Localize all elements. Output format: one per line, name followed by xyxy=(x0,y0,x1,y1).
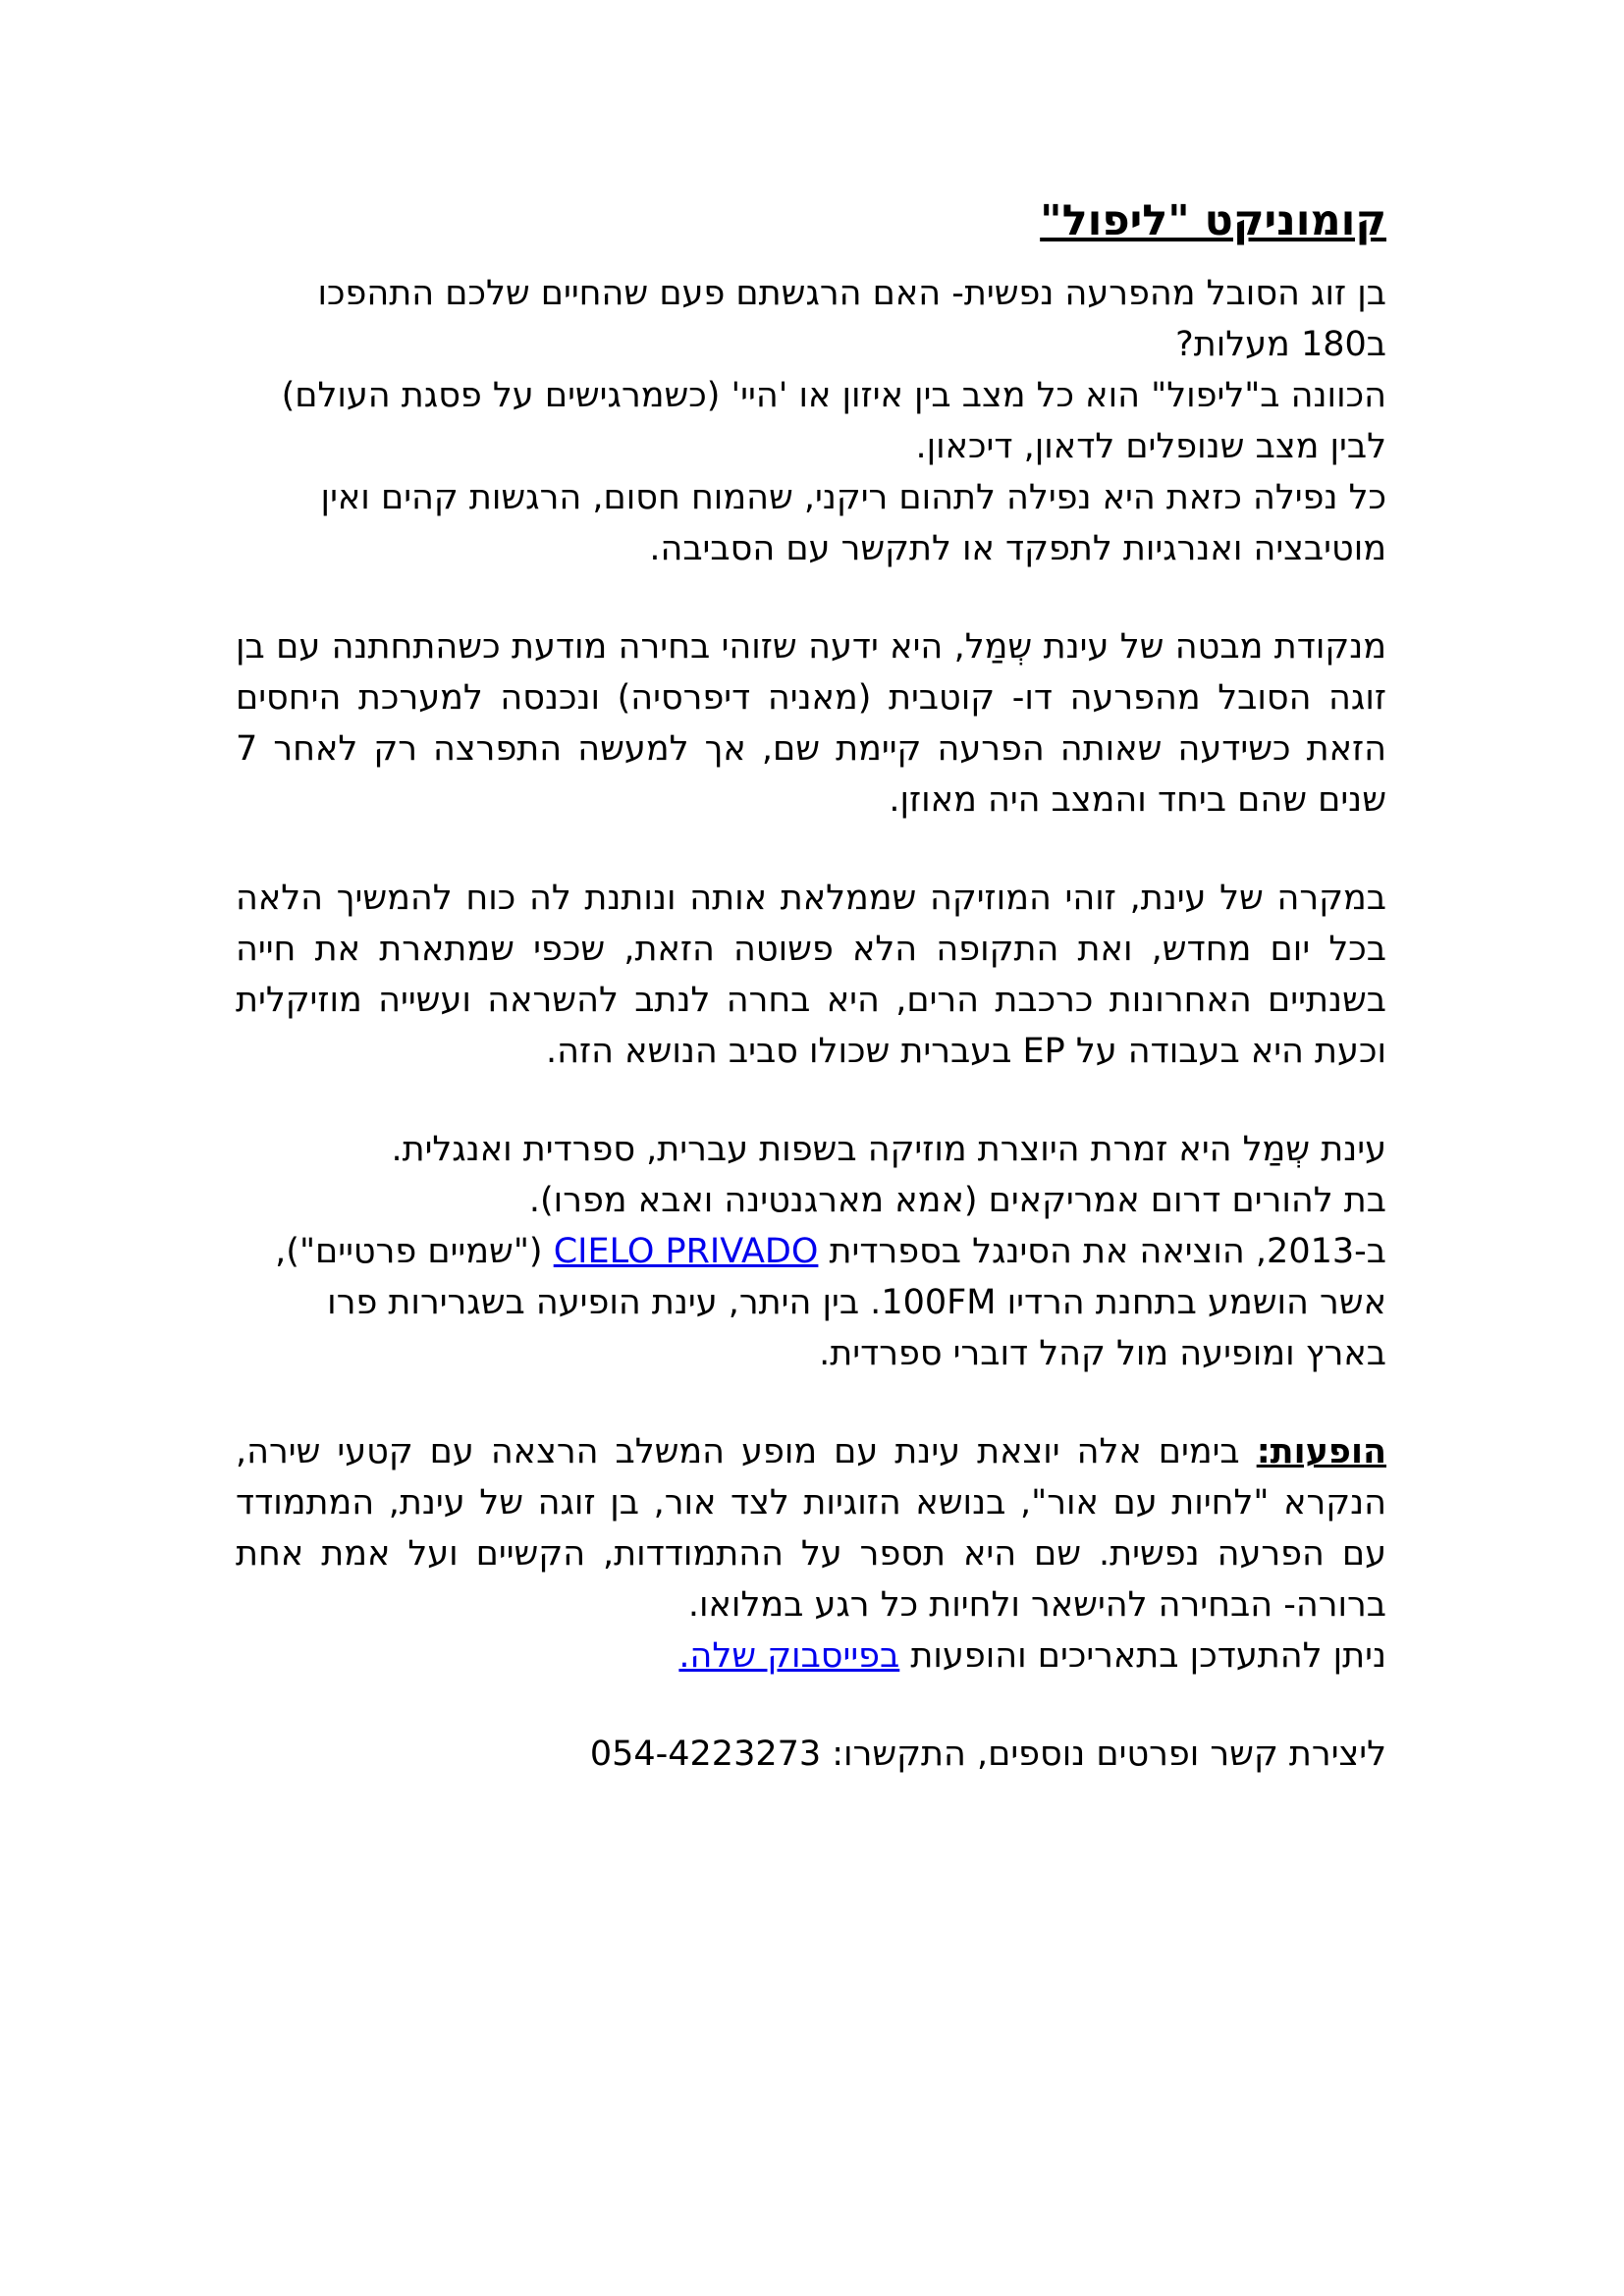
bio-line-1: עינת שְמַל היא זמרת היוצרת מוזיקה בשפות עברית, ספרדית ואנגלית. xyxy=(391,1130,1386,1169)
intro-line-2: הכוונה ב"ליפול" הוא כל מצב בין איזון או 'היי' (כשמרגישים על פסגת העולם) לבין מצב שנופלים לדאון, דיכאון. xyxy=(281,376,1386,466)
updates-line xyxy=(236,1630,1386,1682)
shows-label: הופעות: xyxy=(1256,1432,1386,1471)
bio-line-3 xyxy=(236,1226,1386,1379)
bio-line-2: בת להורים דרום אמריקאים (אמא מארגנטינה ואבא מפרו). xyxy=(528,1181,1386,1220)
facebook-link[interactable]: בפייסבוק שלה. xyxy=(678,1636,900,1676)
contact-line: ליצירת קשר ופרטים נוספים, התקשרו: 054-4223273 xyxy=(589,1735,1386,1774)
music-paragraph: במקרה של עינת, זוהי המוזיקה שממלאת אותה ונותנת לה כוח להמשיך הלאה בכל יום מחדש, ואת התקופה הלא פשוטה הזאת, שכפי שמתארת את חייה בשנתיים האחרונות כרכבת הרים, היא בחרה לנתב להשראה ועשייה מוזיקלית וכעת היא בעבודה על EP בעברית שכולו סביב הנושא הזה. xyxy=(236,879,1386,1071)
intro-paragraph xyxy=(236,268,1386,574)
bio-line-3-prefix: ב-2013, הוציאה את הסינגל בספרדית xyxy=(818,1232,1386,1271)
perspective-paragraph: מנקודת מבטה של עינת שְמַל, היא ידעה שזוהי בחירה מודעת כשהתחתנה עם בן זוגה הסובל מהפרעה דו- קוטבית (מאניה דיפרסיה) ונכנסה למערכת היחסים הזאת כשידעה שאותה הפרעה קיימת שם, אך למעשה התפרצה רק לאחר 7 שנים שהם ביחד והמצב היה מאוזן. xyxy=(236,627,1386,820)
updates-prefix: ניתן להתעדכן בתאריכים והופעות xyxy=(899,1636,1386,1676)
shows-description xyxy=(236,1426,1386,1630)
shows-paragraph xyxy=(236,1426,1386,1682)
intro-line-3: כל נפילה כזאת היא נפילה לתהום ריקני, שהמוח חסום, הרגשות קהים ואין מוטיבציה ואנרגיות לתפקד או לתקשר עם הסביבה. xyxy=(320,478,1386,568)
bio-paragraph xyxy=(236,1124,1386,1379)
intro-line-1: בן זוג הסובל מהפרעה נפשית- האם הרגשתם פעם שהחיים שלכם התהפכו ב180 מעלות? xyxy=(317,274,1386,364)
shows-text: בימים אלה יוצאת עינת עם מופע המשלב הרצאה עם קטעי שירה, הנקרא "לחיות עם אור", בנושא הזוגיות לצד אור, בן זוגה של עינת, המתמודד עם הפרעה נפשית. שם היא תספר על ההתמודדות, הקשיים ועל אמת אחת ברורה- הבחירה להישאר ולחיות כל רגע במלואו. xyxy=(236,1432,1386,1625)
document-title: קומוניקט "ליפול" xyxy=(1040,196,1386,245)
bio-line-3-suffix: ("שמיים פרטיים"), אשר הושמע בתחנת הרדיו 100FM. בין היתר, עינת הופיעה בשגרירות פרו בארץ ומופיעה מול קהל דוברי ספרדית. xyxy=(275,1232,1386,1373)
cielo-privado-link[interactable]: CIELO PRIVADO xyxy=(553,1232,819,1271)
document-page xyxy=(236,191,1386,1827)
